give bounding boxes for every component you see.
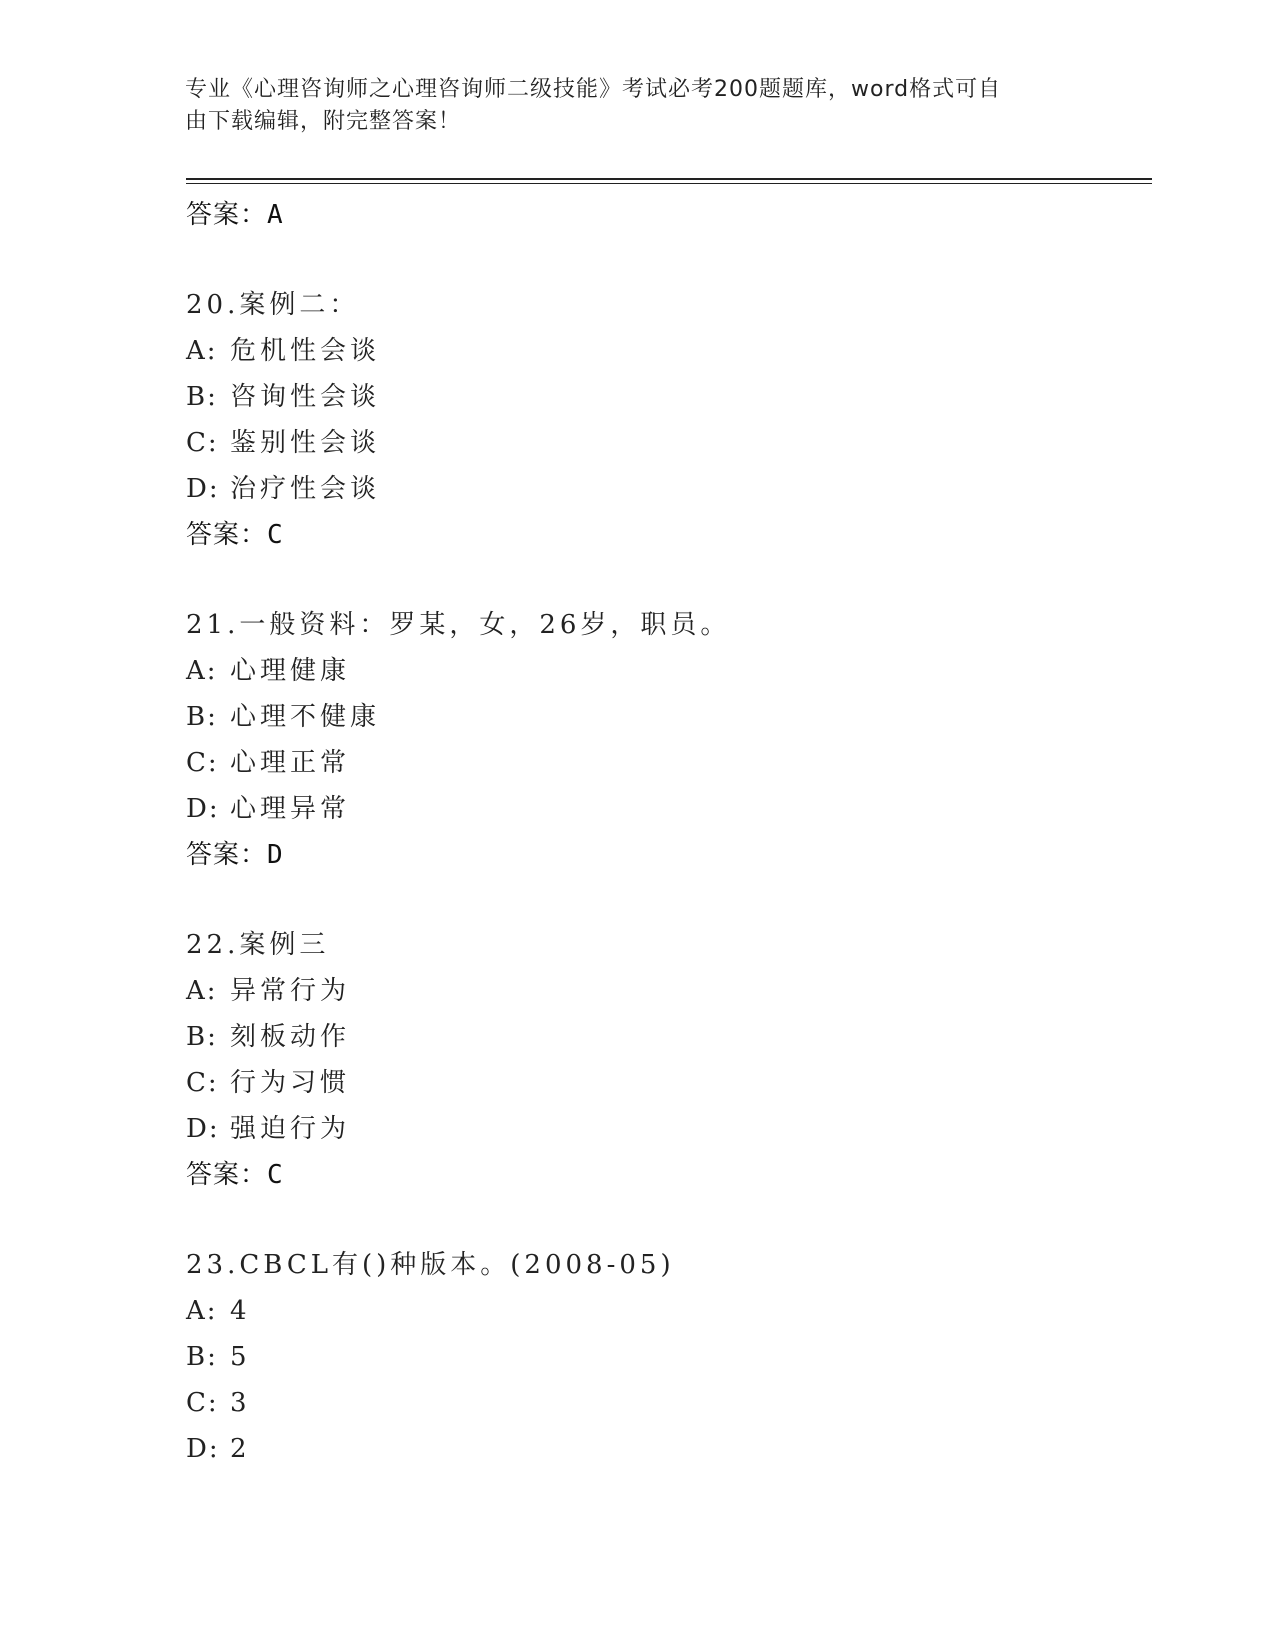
- option-letter: D:: [186, 1114, 220, 1144]
- option-letter: B:: [186, 1022, 218, 1052]
- answer-value: C: [267, 1160, 284, 1190]
- question-21: [186, 602, 1166, 878]
- option-text: 治疗性会谈: [230, 474, 381, 504]
- option-b: [186, 694, 1166, 740]
- option-b: [186, 1014, 1166, 1060]
- option-d: [186, 466, 1166, 512]
- answer-line: [186, 512, 1166, 558]
- option-text: 强迫行为: [230, 1114, 351, 1144]
- option-letter: D:: [186, 794, 220, 824]
- option-a: [186, 648, 1166, 694]
- option-letter: D:: [186, 1434, 220, 1464]
- option-letter: A:: [186, 656, 218, 686]
- question-22: [186, 922, 1166, 1198]
- option-letter: C:: [186, 1388, 219, 1418]
- answer-line: [186, 192, 1166, 238]
- option-text: 2: [230, 1434, 251, 1464]
- option-a: [186, 328, 1166, 374]
- option-c: [186, 740, 1166, 786]
- option-text: 行为习惯: [230, 1068, 351, 1098]
- answer-value: C: [267, 520, 284, 550]
- header-line-1: 专业《心理咨询师之心理咨询师二级技能》考试必考200题题库，word格式可自: [185, 77, 1002, 102]
- answer-line: [186, 1152, 1166, 1198]
- option-b: [186, 1334, 1166, 1380]
- option-text: 3: [230, 1388, 251, 1418]
- header-divider-thick: [186, 178, 1152, 180]
- option-text: 心理异常: [230, 794, 351, 824]
- option-letter: C:: [186, 748, 219, 778]
- answer-value: D: [267, 840, 284, 870]
- question-list: [186, 192, 1166, 1472]
- answer-label: 答案：: [186, 1160, 268, 1190]
- option-a: [186, 1288, 1166, 1334]
- answer-line: [186, 832, 1166, 878]
- option-d: [186, 786, 1166, 832]
- option-text: 心理不健康: [230, 702, 381, 732]
- option-letter: D:: [186, 474, 220, 504]
- option-c: [186, 1380, 1166, 1426]
- option-letter: B:: [186, 382, 218, 412]
- answer-label: 答案：: [186, 200, 268, 230]
- option-text: 5: [230, 1342, 251, 1372]
- option-text: 4: [230, 1296, 251, 1326]
- option-c: [186, 420, 1166, 466]
- option-text: 咨询性会谈: [230, 382, 381, 412]
- option-text: 鉴别性会谈: [230, 428, 381, 458]
- option-d: [186, 1106, 1166, 1152]
- question-title: 22.案例三: [186, 930, 330, 960]
- option-letter: C:: [186, 1068, 219, 1098]
- answer-value: A: [267, 200, 284, 230]
- document-header: [185, 74, 1065, 138]
- question-title: 21.一般资料：罗某，女，26岁，职员。: [186, 610, 731, 640]
- option-letter: B:: [186, 1342, 218, 1372]
- option-text: 异常行为: [230, 976, 351, 1006]
- option-text: 刻板动作: [230, 1022, 351, 1052]
- question-title: 20.案例二：: [186, 290, 360, 320]
- question-20: [186, 282, 1166, 558]
- answer-label: 答案：: [186, 840, 268, 870]
- header-divider-thin: [186, 183, 1152, 184]
- option-letter: A:: [186, 976, 218, 1006]
- question-23: [186, 1242, 1166, 1472]
- option-d: [186, 1426, 1166, 1472]
- option-b: [186, 374, 1166, 420]
- option-letter: A:: [186, 1296, 218, 1326]
- option-letter: C:: [186, 428, 219, 458]
- option-c: [186, 1060, 1166, 1106]
- answer-label: 答案：: [186, 520, 268, 550]
- option-text: 心理健康: [230, 656, 351, 686]
- option-text: 危机性会谈: [230, 336, 381, 366]
- option-text: 心理正常: [230, 748, 351, 778]
- option-letter: B:: [186, 702, 218, 732]
- question-title: 23.CBCL有()种版本。(2008-05): [186, 1250, 675, 1280]
- option-letter: A:: [186, 336, 218, 366]
- header-line-2: 由下载编辑，附完整答案！: [185, 109, 462, 134]
- option-a: [186, 968, 1166, 1014]
